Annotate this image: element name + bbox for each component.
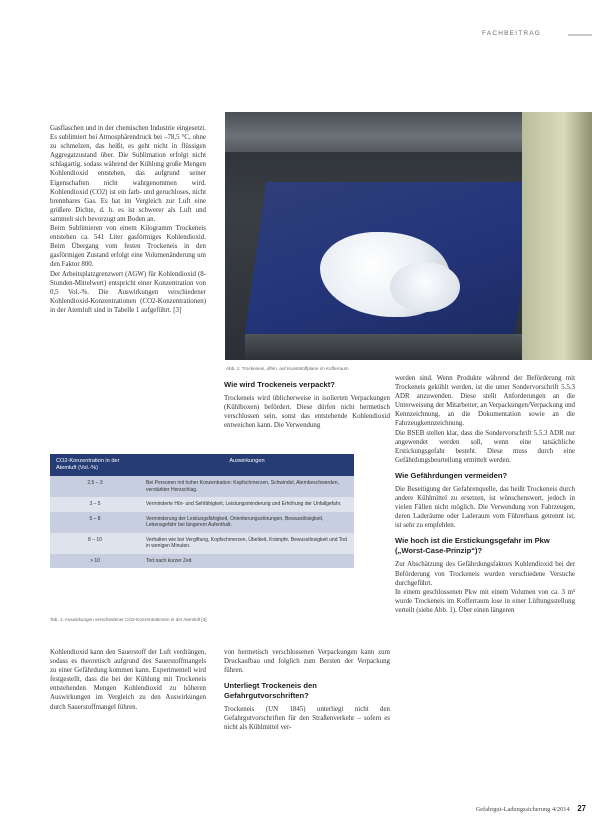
page-number: 27 (577, 804, 586, 813)
table-cell-concentration: 3 – 5 (89, 501, 101, 507)
table-cell-effect: Verhalten wie bei Vergiftung, Kopfschmerzen, Übelkeit, Krämpfe, Bewusstlosigkeit und Tod in wenigen Minuten. (146, 536, 347, 549)
heading-suffocation-risk: Wie hoch ist die Erstickungsgefahr im Pkw („Worst-Case-Prinzip“)? (395, 536, 550, 556)
heading-avoid-hazards: Wie Gefährdungen vermeiden? (395, 470, 508, 480)
page-footer (476, 804, 586, 813)
table-header-concentration: CO2-Konzentration in der Atemluft (Vol.-%) (56, 458, 120, 471)
table-cell-concentration: 8 – 10 (88, 536, 102, 543)
column-1-bottom (50, 648, 206, 712)
column-2-middle (224, 374, 390, 430)
section-tag (472, 30, 592, 42)
table-cell-effect: Bei Personen mit hoher Konzentration: Kopfschmerzen, Schwindel, Atembeschwerden, verstärkter Herzschlag. (146, 480, 339, 493)
col1-bottom-paragraph: Kohlendioxid kann den Sauerstoff der Luft verdrängen, sodass es theoretisch aufgrund des Sauerstoffmangels zu einer Gefährdung kommen kann. Experimentell wird festgestellt, dass die bei der Kühlung mit Trockeneis entstehenden Mengen Kohlendioxid zu höheren Auswirkungen im Vergleich zu den Auswirkungen durch Sauerstoffmangel führen. (50, 649, 206, 711)
footer-publication: Gefahrgut-Ladungssicherung 4/2014 (475, 806, 570, 813)
table-row (50, 497, 354, 512)
table-cell-effect: Tod nach kurzer Zeit. (146, 557, 193, 564)
col1-paragraph-2: Beim Sublimieren von einem Kilogramm Trockeneis entstehen ca. 541 Liter gasförmiges Kohlendioxid. Beim Übergang vom festen Trockeneis in den gasförmigen Zustand erfolgt eine Volumenänderung um den Faktor 800. (50, 225, 206, 269)
section-tag-label: FACHBEITRAG (482, 30, 542, 37)
heading-packaging: Wie wird Trockeneis verpackt? (224, 380, 335, 389)
dry-ice-pile-small (390, 262, 460, 312)
column-2-bottom (224, 648, 390, 733)
car-pillar (522, 112, 592, 360)
col1-paragraph-1: Gasflaschen und in der chemischen Industrie eingesetzt. Es sublimiert bei Atmosphärendruck bei –78,5 °C, ohne zu schmelzen, das heißt, es geht nicht in flüssigen Aggregatzustand über. Die Sublimation erfolgt nicht schlagartig, sodass während der Kühlung große Mengen Kohlendioxid entstehen, das aufgrund seiner Eigenschaften nicht wahrgenommen wird. Kohlendioxid (CO2) ist ein farb- und geruchloses, nicht brennbares Gas. Es hat im Vergleich zur Luft eine größere Dichte, d. h. es ist schwerer als Luft und sammelt sich bevorzugt am Boden an. (50, 125, 206, 223)
table-row (50, 533, 354, 554)
column-3 (395, 374, 575, 615)
table-row (50, 554, 354, 569)
column-1-top (50, 124, 206, 315)
heading-regulations: Unterliegt Trockeneis den Gefahrgutvorschriften? (224, 681, 317, 701)
table-row (50, 476, 354, 497)
col1-paragraph-3: Der Arbeitsplatzgrenzwert (AGW) für Kohlendioxid (8-Stunden-Mittelwert) entspricht einer Konzentration von 0,5 Vol.-%. Die Auswirkungen verschiedener Kohlendioxid-Konzentrationen (CO2-Konzentrationen) in der Atemluft sind in Tabelle 1 aufgeführt. [3] (50, 270, 206, 314)
col2-bottom-paragraph-1: von hermetisch verschlossenen Verpackungen kann zum Druckaufbau und folglich zum Bersten der Verpackung führen. (224, 649, 390, 675)
table-header-effects: Auswirkungen (229, 458, 265, 464)
table-header (50, 454, 354, 476)
col3-paragraph-2: Die BSEB stellen klar, dass die Sondervorschrift 5.5.3 ADR nur angewendet werden soll, wenn eine tatsächliche Erstickungsgefahr besteht. Diese muss durch eine Gefährdungsbeurteilung ermittelt werden. (395, 429, 575, 464)
table-cell-concentration: 2,5 – 3 (87, 480, 103, 486)
photo-caption: Abb. 1: Trockeneis, offen, auf Kunststoffplane im Kofferraum (226, 366, 349, 371)
rear-bumper (245, 334, 545, 360)
table-caption: Tab. 1: Auswirkungen verschiedener CO2-Konzentrationen in der Atemluft [3] (50, 617, 207, 622)
col3-paragraph-1: werden sind. Wenn Produkte während der Beförderung mit Trockeneis gekühlt werden, ist die unter Sondervorschrift 5.5.3 ADR anzuwenden. Diese stellt Anforderungen an die Unterweisung der Mitarbeiter, an Verpackungen/Verpackung und Kennzeichnung, an die Dokumentation sowie an die Fahrzeugkennzeichnung. (395, 375, 575, 428)
table-cell-concentration: 5 – 8 (89, 515, 101, 522)
col2-paragraph-1: Trockeneis wird üblicherweise in isolierten Verpackungen (Kühlboxen) befördert. Diese dürfen nicht hermetisch verschlossen sein, sonst das entstehende Kohlendioxid entweichen kann. Die Verwendung (224, 395, 390, 430)
col2-bottom-paragraph-2: Trockeneis (UN 1845) unterliegt nicht den Gefahrgutvorschriften für den Straßenverkehr – sofern es nicht als Kühlmittel ver- (224, 706, 390, 732)
col3-paragraph-5: In einem geschlossenen Pkw mit einem Volumen von ca. 3 m³ wurde Trockeneis im Kofferraum lose in einer Lüftungsstellung verteilt (siehe Abb. 1). Über einen längeren (395, 588, 575, 614)
co2-effects-table (50, 454, 354, 568)
col3-paragraph-4: Zur Abschätzung des Gefährdungsfaktors Kohlendioxid bei der Beförderung von Trockeneis wurden verschiedene Versuche durchgeführt. (395, 561, 575, 587)
table-cell-effect: Verminderte Hör- und Sehfähigkeit, Leistungsminderung und Erhöhung der Unfallgefahr. (146, 501, 342, 507)
table-row (50, 512, 354, 533)
table-cell-concentration: > 10 (90, 557, 100, 564)
col3-paragraph-3: Die Beseitigung der Gefahrenquelle, das heißt Trockeneis durch andere Kühlmittel zu ersetzen, ist wünschenswert, jedoch in vielen Fällen nicht möglich. Die Verwendung von Fahrzeugen, deren Laderäume oder Laderaum vom Führerhaus getrennt ist, ist sehr zu empfehlen. (395, 485, 575, 530)
trunk-dry-ice-photo (225, 112, 592, 360)
section-tag-bar (568, 34, 592, 36)
table-cell-effect: Verminderung der Leistungsfähigkeit, Orientierungsstörungen, Bewusstlosigkeit, Lebensgefahr bei längerem Aufenthalt. (146, 515, 324, 528)
